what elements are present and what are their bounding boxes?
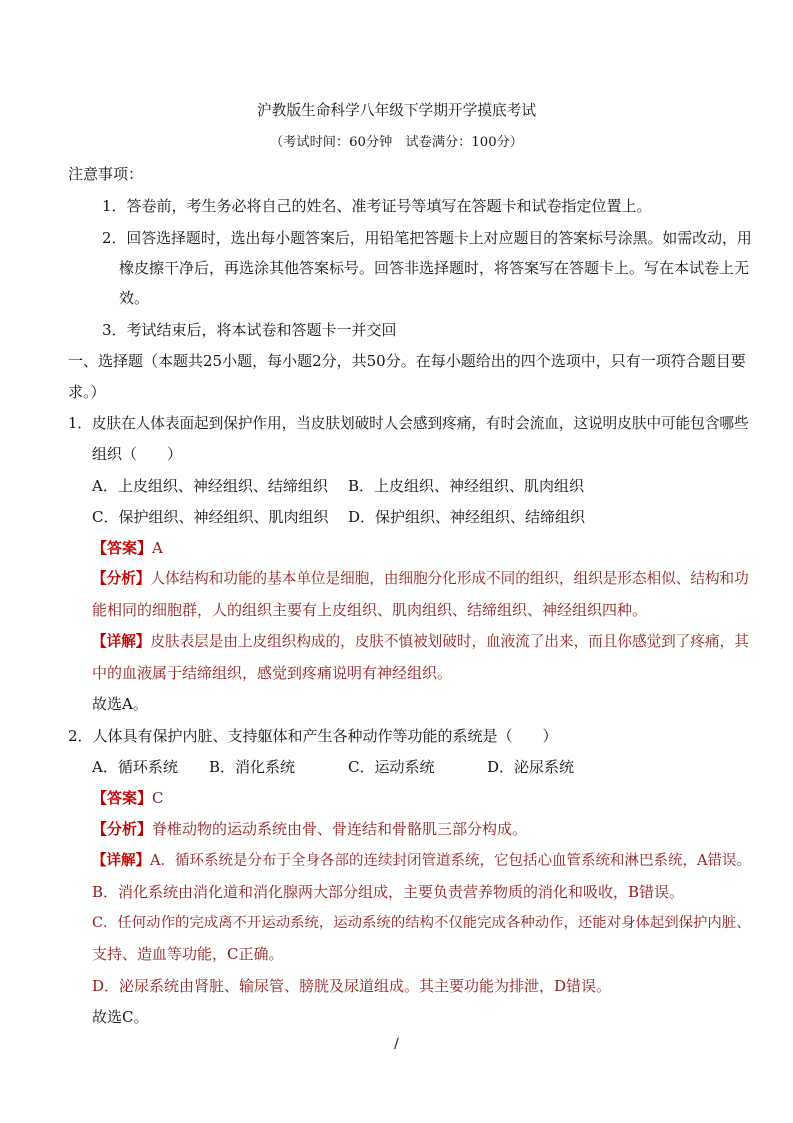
q2-detail-b: B．消化系统由消化道和消化腺两大部分组成，主要负责营养物质的消化和吸收，B错误。	[92, 883, 685, 901]
analysis-tag: 【分析】	[92, 570, 151, 587]
notice-heading: 注意事项：	[68, 165, 144, 183]
q2-conclusion: 故选C。	[92, 1008, 149, 1026]
q1-analysis-line-2: 能相同的细胞群，人的组织主要有上皮组织、肌肉组织、结缔组织、神经组织四种。	[92, 601, 648, 619]
analysis-text: 脊椎动物的运动系统由骨、骨连结和骨骼肌三部分构成。	[152, 820, 528, 838]
answer-tag: 【答案】	[92, 539, 153, 557]
notice-item-2-line-2: 橡皮擦干净后，再选涂其他答案标号。回答非选择题时，将答案写在答题卡上。写在本试卷上无	[119, 259, 750, 277]
notice-item-3: 3．考试结束后，将本试卷和答题卡一并交回	[102, 321, 397, 339]
notice-item-2-line-1: 2．回答选择题时，选出每小题答案后，用铅笔把答题卡上对应题目的答案标号涂黑。如需改动，用	[102, 229, 752, 247]
detail-tag: 【详解】	[92, 633, 151, 650]
q2-option-a: A．循环系统	[92, 758, 178, 776]
q2-option-d: D．泌尿系统	[487, 758, 575, 776]
q2-stem: 2．人体具有保护内脏、支持躯体和产生各种动作等功能的系统是（ ）	[68, 727, 558, 745]
detail-text: A．循环系统是分布于全身各部的连续封闭管道系统，它包括心血管系统和淋巴系统，A错误。	[150, 853, 751, 869]
q1-stem-line-2: 组织（ ）	[92, 445, 183, 463]
page-number-mark: /	[394, 1036, 399, 1052]
q1-stem-line-1: 1．皮肤在人体表面起到保护作用，当皮肤划破时人会感到疼痛，有时会流血，这说明皮肤中可能包含哪些	[68, 415, 749, 432]
q1-answer	[92, 538, 163, 558]
q2-detail-c-line-2: 支持、造血等功能，C正确。	[92, 945, 284, 963]
q1-option-b: B．上皮组织、神经组织、肌肉组织	[348, 477, 585, 495]
notice-item-2-line-3: 效。	[119, 289, 150, 307]
q2-detail-c-line-1: C．任何动作的完成离不开运动系统，运动系统的结构不仅能完成各种动作，还能对身体起到保护内脏、	[92, 915, 751, 931]
answer-value: A	[152, 539, 163, 557]
analysis-tag: 【分析】	[92, 820, 153, 838]
q2-detail-d: D．泌尿系统由肾脏、输尿管、膀胱及尿道组成。其主要功能为排泄，D错误。	[92, 977, 612, 995]
q1-detail-line-2: 中的血液属于结缔组织，感觉到疼痛说明有神经组织。	[92, 664, 453, 682]
q1-option-d: D．保护组织、神经组织、结缔组织	[348, 508, 586, 526]
answer-value: C	[152, 789, 164, 807]
analysis-text: 人体结构和功能的基本单位是细胞，由细胞分化形成不同的组织，组织是形态相似、结构和功	[150, 570, 749, 587]
detail-text: 皮肤表层是由上皮组织构成的，皮肤不慎被划破时，血液流了出来，而且你感觉到了疼痛，其	[150, 633, 749, 650]
q1-option-c: C．保护组织、神经组织、肌肉组织	[92, 508, 329, 526]
q1-analysis-line-1	[92, 569, 749, 589]
q2-detail-a	[92, 851, 751, 871]
q1-option-a: A．上皮组织、神经组织、结缔组织	[92, 477, 328, 495]
section-heading-line-2: 求。）	[68, 383, 106, 401]
q2-analysis	[92, 819, 527, 839]
q2-option-c: C．运动系统	[348, 758, 435, 776]
exam-subtitle: （考试时间：60分钟 试卷满分：100分）	[270, 135, 523, 150]
answer-tag: 【答案】	[92, 789, 153, 807]
exam-title: 沪教版生命科学八年级下学期开学摸底考试	[256, 102, 537, 119]
section-heading-line-1: 一、选择题（本题共25小题，每小题2分，共50分。在每小题给出的四个选项中，只有一项符合题目要	[68, 352, 746, 370]
q1-conclusion: 故选A。	[92, 695, 148, 713]
q2-answer	[92, 788, 164, 808]
q1-detail-line-1	[92, 632, 749, 652]
detail-tag: 【详解】	[92, 852, 150, 869]
q2-option-b: B．消化系统	[209, 758, 296, 776]
notice-item-1: 1．答卷前，考生务必将自己的姓名、准考证号等填写在答题卡和试卷指定位置上。	[102, 197, 652, 215]
